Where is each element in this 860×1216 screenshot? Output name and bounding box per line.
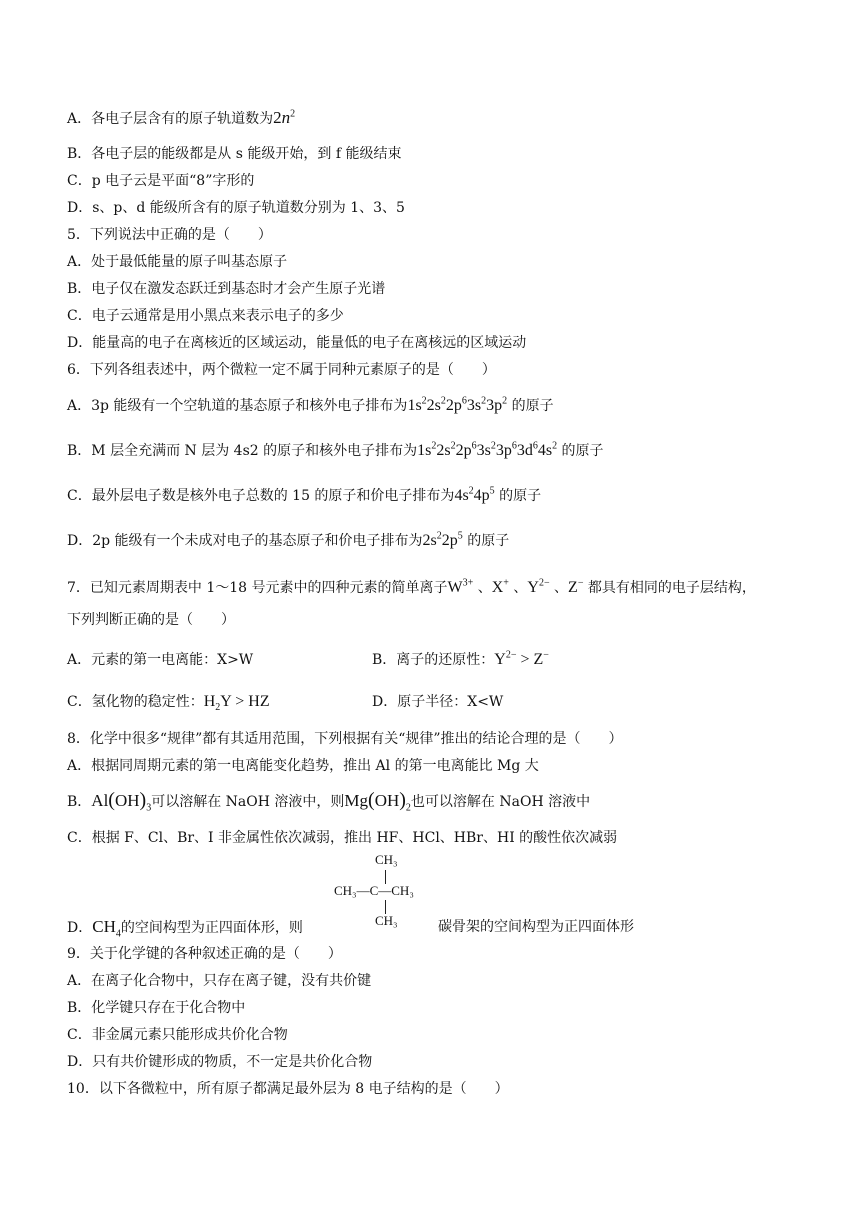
q8-option-d-tail: 碳骨架的空间构型为正四面体形: [438, 919, 634, 935]
mol-middle-row: CH₃—C—CH₃: [334, 883, 414, 898]
q8-option-c: C．根据 F、Cl、Br、I 非金属性依次减弱，推出 HF、HCl、HBr、HI 的酸性依次减弱: [67, 830, 618, 846]
q5-option-d: D．能量高的电子在离核近的区域运动，能量低的电子在离核远的区域运动: [67, 335, 527, 351]
q7-ions: $W^{3+}$: [447, 577, 474, 596]
q8-option-b: B．$Al(OH)_3$可以溶解在 NaOH 溶液中，则$Mg(OH)_2$也可以溶解在 NaOH 溶液中: [67, 789, 591, 814]
q8-option-a: A．根据同周期元素的第一电离能变化趋势，推出 Al 的第一电离能比 Mg 大: [67, 758, 539, 774]
q8-b-formula-2: $Mg(OH)_2$: [344, 789, 411, 814]
q5-option-c: C．电子云通常是用小黑点来表示电子的多少: [67, 308, 344, 324]
q8-option-d: D．$CH_4$的空间构型为正四面体形，则: [67, 917, 303, 940]
q7-stem: 7．已知元素周期表中 1～18 号元素中的四种元素的简单离子$W^{3+}$ 、X+ 、$Y^{2-}$ 、Z− 都具有相同的电子层结构，: [67, 577, 756, 596]
q4-option-c: C．p 电子云是平面“8”字形的: [67, 173, 255, 189]
q7-b-formula: $Y^{2-} > Z^-$: [494, 649, 549, 668]
q6-option-b: B．M 层全充满而 N 层为 4s2 的原子和核外电子排布为$1s^22s^22p^63s^23p^63d^64s^2$ 的原子: [67, 440, 604, 459]
q4-option-b: B．各电子层的能级都是从 s 能级开始，到 f 能级结束: [67, 146, 402, 162]
q7-c-formula: $H_2Y$ > HZ: [203, 693, 270, 714]
q6-stem: 6．下列各组表述中，两个微粒一定不属于同种元素原子的是（ ）: [67, 362, 496, 378]
q9-option-c: C．非金属元素只能形成共价化合物: [67, 1027, 288, 1043]
q5-stem: 5．下列说法中正确的是（ ）: [67, 227, 272, 243]
q9-option-b: B．化学键只存在于化合物中: [67, 1000, 246, 1016]
mol-bottom-group: CH₃: [375, 913, 398, 928]
q7-stem-line2: 下列判断正确的是（ ）: [67, 612, 235, 628]
q9-stem: 9．关于化学键的各种叙述正确的是（ ）: [67, 946, 342, 962]
mol-top-group: CH₃: [375, 852, 398, 867]
q9-option-a: A．在离子化合物中，只存在离子键，没有共价键: [67, 973, 372, 989]
q6-option-d: D．2p 能级有一个未成对电子的基态原子和价电子排布为$2s^22p^5$ 的原子: [67, 530, 510, 549]
q4-option-d: D．s、p、d 能级所含有的原子轨道数分别为 1、3、5: [67, 200, 405, 216]
q4-option-a-text: A．各电子层含有的原子轨道数为: [67, 111, 274, 127]
q6-d-config: $2s^22p^5$: [422, 530, 463, 549]
q6-option-c: C．最外层电子数是核外电子总数的 15 的原子和价电子排布为$4s^24p^5$ 的原子: [67, 485, 542, 504]
q7-option-d: D．原子半径：X<W: [372, 694, 504, 710]
q10-stem: 10．以下各微粒中，所有原子都满足最外层为 8 电子结构的是（ ）: [67, 1081, 509, 1097]
q8-stem: 8．化学中很多“规律”都有其适用范围，下列根据有关“规律”推出的结论合理的是（ ）: [67, 731, 623, 747]
q6-b-config: $1s^22s^22p^63s^23p^63d^64s^2$: [417, 440, 558, 459]
q7-option-b: B．离子的还原性：$Y^{2-} > Z^-$: [372, 649, 549, 668]
q8-d-formula: $CH_4$: [92, 917, 121, 940]
q7-option-c: C．氢化物的稳定性：$H_2Y$ > HZ: [67, 693, 270, 714]
mol-bond-bottom: [385, 900, 386, 914]
q8-b-formula-1: $Al(OH)_3$: [91, 789, 152, 814]
q4-option-a: [67, 108, 295, 129]
q6-option-a: A．3p 能级有一个空轨道的基态原子和核外电子排布为$1s^22s^22p^63s^23p^2$ 的原子: [67, 395, 554, 414]
q6-a-config: $1s^22s^22p^63s^23p^2$: [407, 395, 508, 414]
q5-option-b: B．电子仅在激发态跃迁到基态时才会产生原子光谱: [67, 281, 386, 297]
q4-option-a-formula: $2n^2$: [273, 108, 296, 127]
neopentane-structure: [332, 850, 442, 934]
q9-option-d: D．只有共价键形成的物质，不一定是共价化合物: [67, 1054, 373, 1070]
q5-option-a: A．处于最低能量的原子叫基态原子: [67, 254, 288, 270]
q7-option-a: A．元素的第一电离能：X>W: [67, 652, 254, 668]
mol-bond-top: [385, 870, 386, 884]
q6-c-config: $4s^24p^5$: [454, 485, 495, 504]
